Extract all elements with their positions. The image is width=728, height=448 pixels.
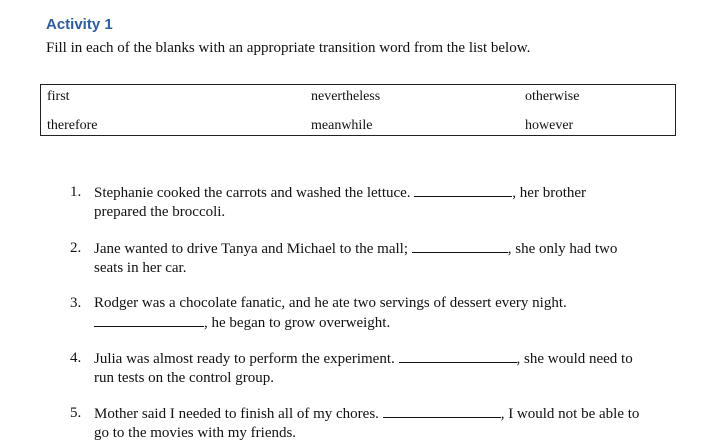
question-text-after: , she only had two	[507, 241, 618, 257]
answer-blank[interactable]	[412, 239, 508, 253]
answer-blank[interactable]	[94, 313, 204, 327]
word-nevertheless: nevertheless	[311, 89, 381, 104]
word-meanwhile: meanwhile	[311, 118, 373, 133]
question-text-after: , she would need to	[516, 351, 633, 367]
word-therefore: therefore	[47, 118, 98, 133]
word-list-box	[40, 84, 676, 136]
question-continuation: go to the movies with my friends.	[94, 425, 297, 441]
question-text-after: , her brother	[512, 185, 587, 201]
question-text: Stephanie cooked the carrots and washed the lettuce.	[94, 185, 411, 201]
question-number: 4.	[70, 350, 82, 366]
question-text-after: , I would not be able to	[500, 406, 640, 422]
question-text-after: , he began to grow overweight.	[204, 315, 391, 331]
word-first: first	[47, 89, 70, 104]
question-number: 1.	[70, 184, 82, 200]
question-text: Julia was almost ready to perform the experiment.	[94, 351, 395, 367]
question-number: 2.	[70, 240, 82, 256]
question-text: Mother said I needed to finish all of my chores.	[94, 406, 379, 422]
activity-title: Activity 1	[46, 16, 113, 33]
word-however: however	[525, 118, 574, 133]
question-continuation: run tests on the control group.	[94, 370, 274, 386]
question-number: 3.	[70, 295, 82, 311]
question-continuation: seats in her car.	[94, 260, 187, 276]
answer-blank[interactable]	[414, 183, 512, 197]
answer-blank[interactable]	[383, 404, 501, 418]
answer-blank[interactable]	[399, 349, 517, 363]
word-otherwise: otherwise	[525, 89, 580, 104]
question-continuation: prepared the broccoli.	[94, 204, 226, 220]
question-number: 5.	[70, 405, 82, 421]
question-text: Rodger was a chocolate fanatic, and he ate two servings of dessert every night.	[94, 295, 567, 311]
instructions-text: Fill in each of the blanks with an appropriate transition word from the list below.	[46, 40, 531, 56]
question-text: Jane wanted to drive Tanya and Michael to the mall;	[94, 241, 408, 257]
